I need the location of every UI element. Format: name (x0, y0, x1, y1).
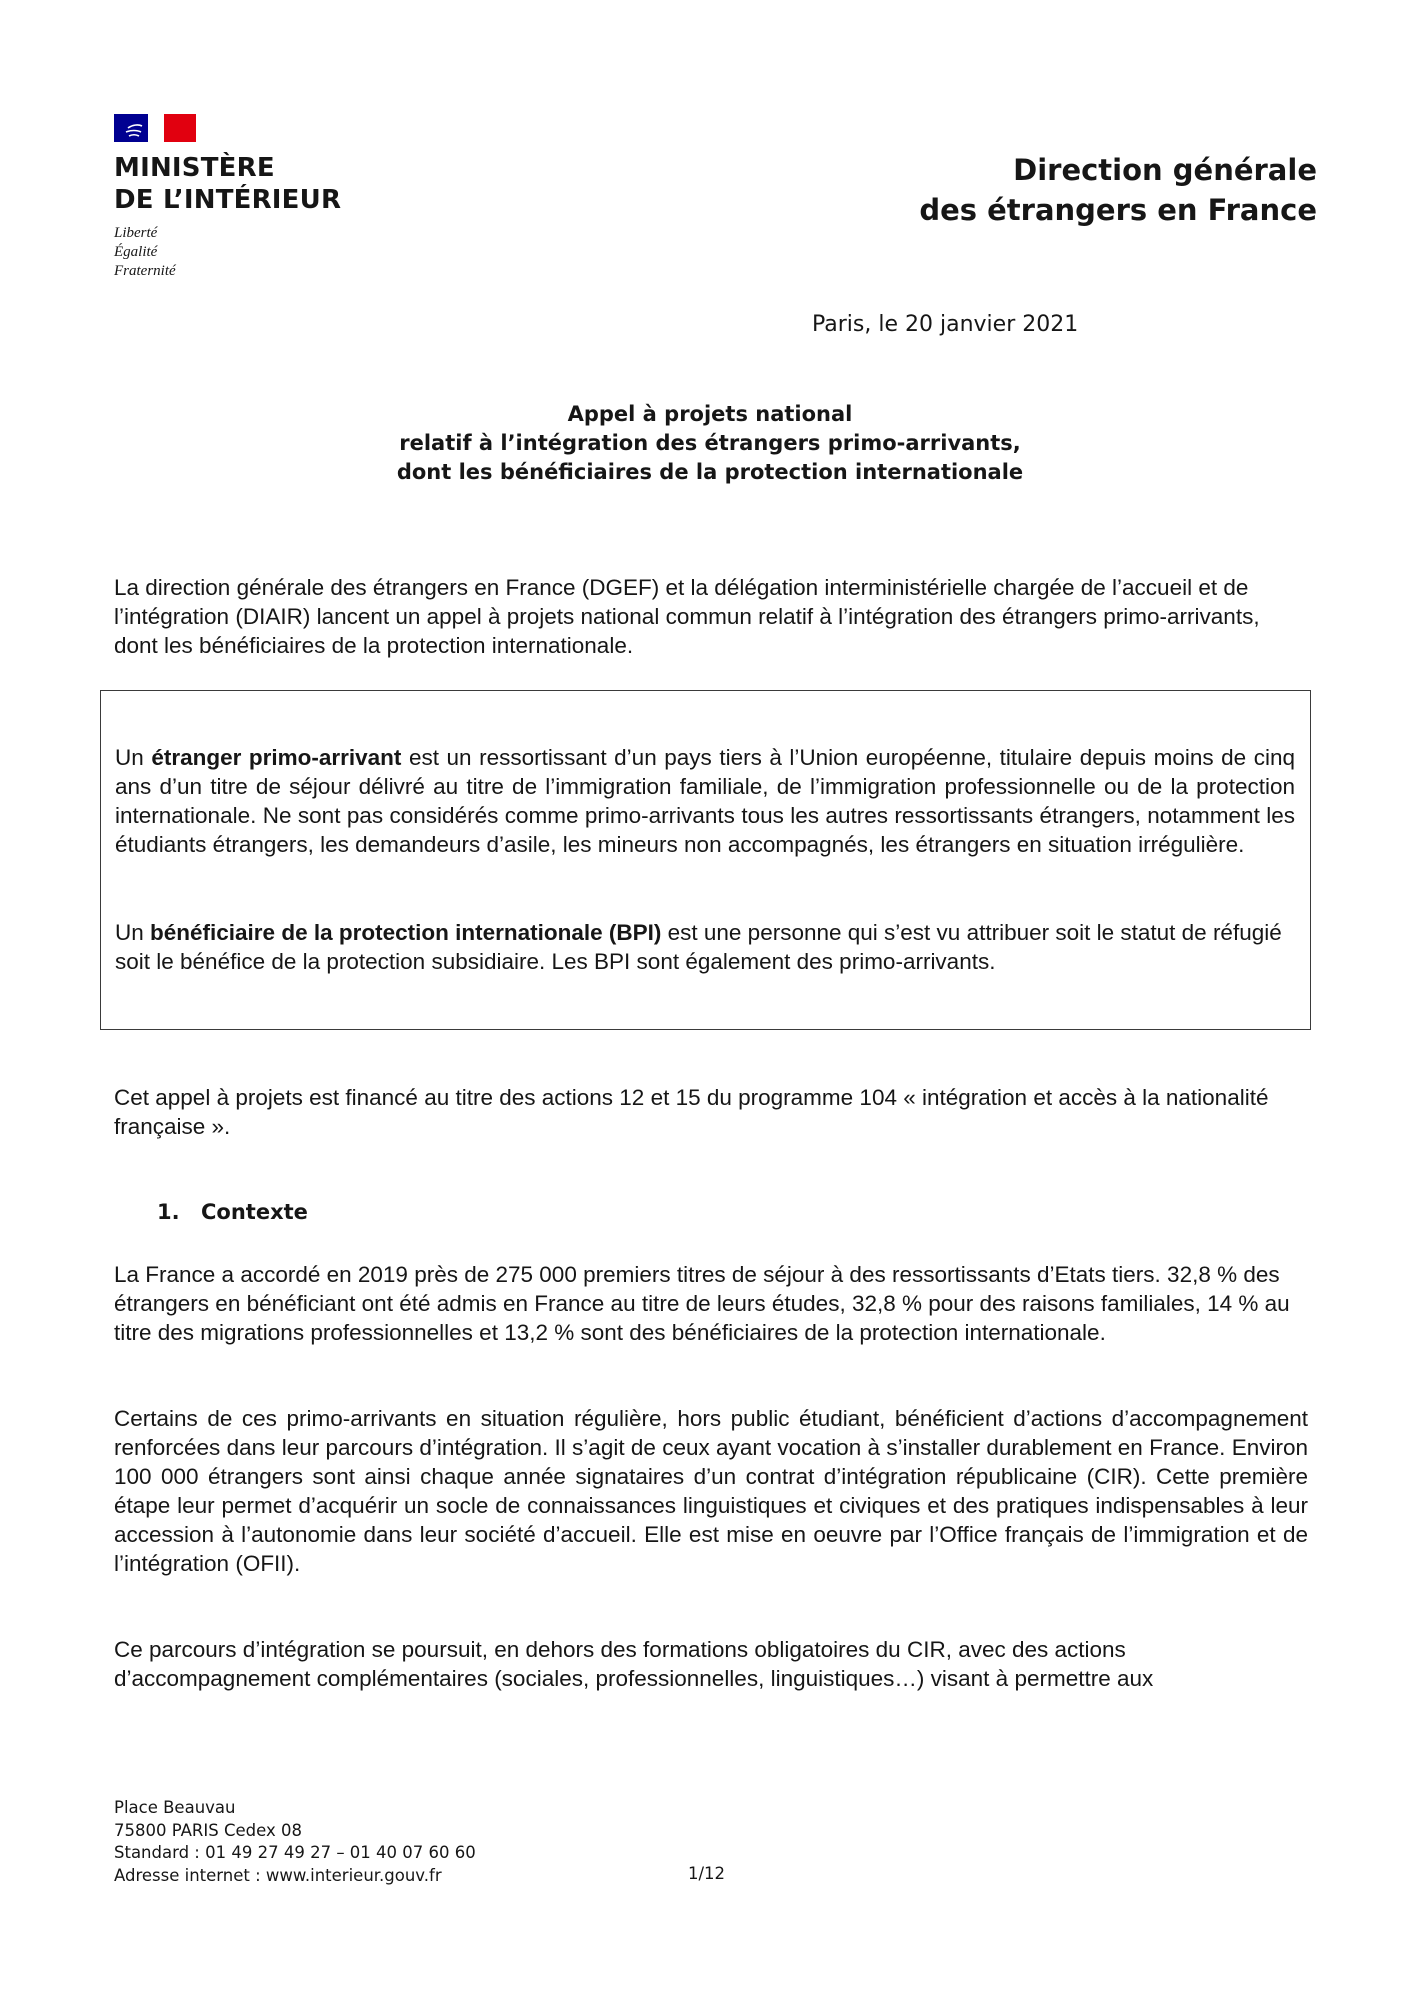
page-footer (114, 1797, 476, 1887)
section-heading-contexte (157, 1200, 308, 1224)
definition-text: est un ressortissant d’un pays tiers à l’Union européenne, titulaire depuis moins de cinq ans d’un titre de séjour délivré au titre de l’immigration familiale, de l’immigration professionnelle ou de la protection internationale. Ne sont pas considérés comme primo-arrivants tous les autres ressortissants étrangers, notamment les étudiants étrangers, les demandeurs d’asile, les mineurs non accompagnés, les étrangers en situation irrégulière. (115, 745, 1295, 857)
document-title (300, 400, 1120, 487)
definition-term: étranger primo-arrivant (151, 745, 402, 770)
direction-line1: Direction générale (1013, 153, 1317, 187)
page-number: 1/12 (688, 1864, 726, 1883)
context-paragraph-2: Certains de ces primo-arrivants en situation régulière, hors public étudiant, bénéficient d’actions d’accompagnement renforcées dans leur parcours d’intégration. Il s’agit de ceux ayant vocation à s’installer durablement en France. Environ 100 000 étrangers sont ainsi chaque année signataires d’un contrat d’intégration républicaine (CIR). Cette première étape leur permet d’acquérir un socle de connaissances linguistiques et civiques et des pratiques indispensables à leur accession à l’autonomie dans leur société d’accueil. Elle est mise en oeuvre par l’Office français de l’immigration et de l’intégration (OFII). (114, 1406, 1308, 1576)
definition-text: est une personne qui s’est vu attribuer soit le statut de réfugié soit le bénéfice de la protection subsidiaire. Les BPI sont également des primo-arrivants. (115, 920, 1282, 974)
title-line2: relatif à l’intégration des étrangers primo-arrivants, (399, 431, 1021, 455)
definition-prefix: Un (115, 745, 152, 770)
definition-term: bénéficiaire de la protection internationale (BPI) (150, 920, 662, 945)
title-line1: Appel à projets national (567, 402, 853, 426)
ministry-name-line1: MINISTÈRE (114, 153, 275, 183)
motto-liberte: Liberté (114, 225, 158, 241)
marianne-flag-logo-icon (114, 112, 196, 144)
definitions-box (100, 690, 1311, 1030)
direction-line2: des étrangers en France (919, 193, 1317, 227)
direction-name (919, 150, 1317, 230)
definition-prefix: Un (115, 920, 151, 945)
section-number: 1. (157, 1200, 180, 1224)
footer-address-line2: 75800 PARIS Cedex 08 (114, 1820, 302, 1840)
republic-motto (114, 224, 341, 281)
title-line3: dont les bénéficiaires de la protection internationale (396, 460, 1024, 484)
ministry-logo-block (114, 112, 341, 281)
ministry-name (114, 152, 341, 216)
definition-primo-arrivant (115, 743, 1295, 859)
funding-paragraph: Cet appel à projets est financé au titre des actions 12 et 15 du programme 104 « intégration et accès à la nationalité française ». (114, 1085, 1269, 1139)
definition-bpi (115, 918, 1295, 976)
motto-egalite: Égalité (114, 244, 158, 260)
document-date: Paris, le 20 janvier 2021 (812, 312, 1079, 337)
intro-paragraph: La direction générale des étrangers en France (DGEF) et la délégation interministérielle chargée de l’accueil et de l’intégration (DIAIR) lancent un appel à projets national commun relatif à l’intégration des étrangers primo-arrivants, dont les bénéficiaires de la protection internationale. (114, 575, 1260, 658)
footer-phone: Standard : 01 49 27 49 27 – 01 40 07 60 60 (114, 1843, 476, 1862)
footer-website: Adresse internet : www.interieur.gouv.fr (114, 1865, 442, 1885)
footer-address-line1: Place Beauvau (114, 1798, 236, 1817)
context-paragraph-1: La France a accordé en 2019 près de 275 000 premiers titres de séjour à des ressortissants d’Etats tiers. 32,8 % des étrangers en bénéficiant ont été admis en France au titre de leurs études, 32,8 % pour des raisons familiales, 14 % au titre des migrations professionnelles et 13,2 % sont des bénéficiaires de la protection internationale. (114, 1262, 1290, 1345)
motto-fraternite: Fraternité (114, 263, 176, 279)
section-title: Contexte (201, 1200, 308, 1224)
ministry-name-line2: DE L’INTÉRIEUR (114, 185, 342, 215)
context-paragraph-3: Ce parcours d’intégration se poursuit, en dehors des formations obligatoires du CIR, avec des actions d’accompagnement complémentaires (sociales, professionnelles, linguistiques…) visant à permettre aux (114, 1637, 1154, 1691)
